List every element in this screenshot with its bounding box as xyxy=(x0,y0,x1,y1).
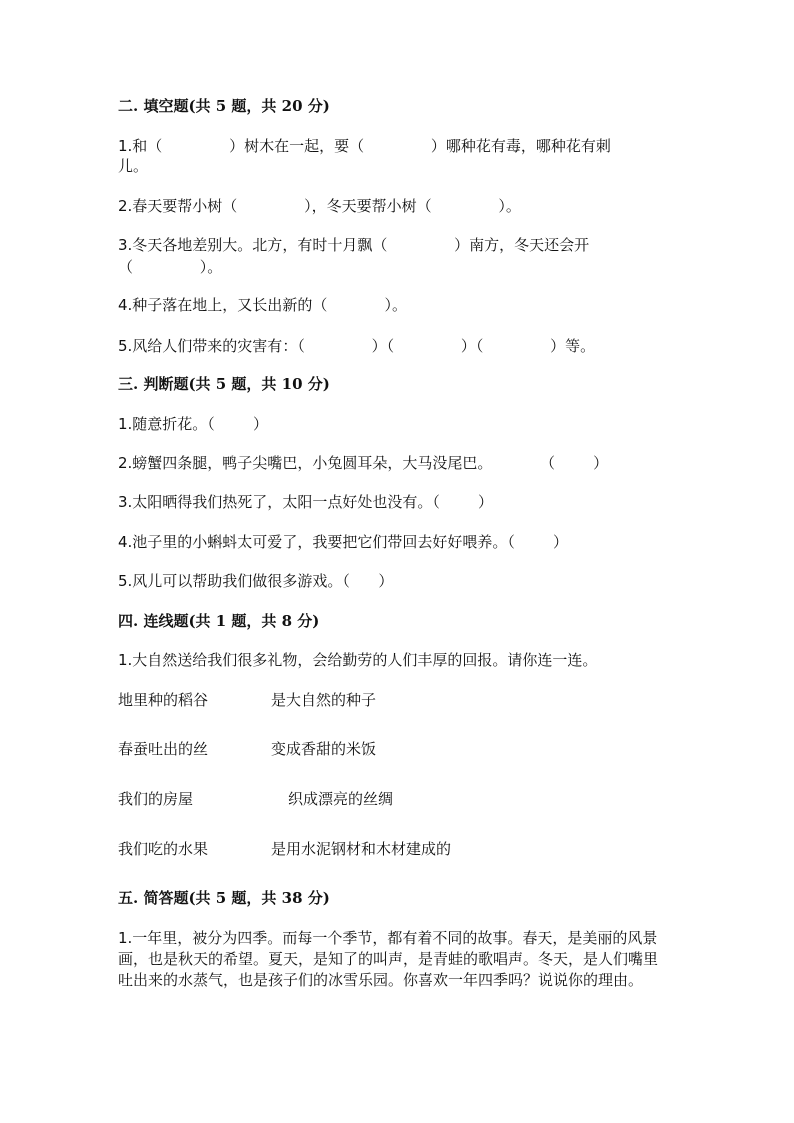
fill-question-4: 4.种子落在地上，又长出新的（ ）。 xyxy=(118,296,408,314)
short-question-1: 1.一年里，被分为四季。而每一个季节，都有着不同的故事。春天，是美丽的风景画，也是秋天的希望。夏天，是知了的叫声，是青蛙的歌唱声。冬天，是人们嘴里吐出来的水蒸气，也是孩子们的冰雪乐园。你喜欢一年四季吗？说说你的理由。 xyxy=(118,929,659,989)
judge-question-3: 3.太阳晒得我们热死了，太阳一点好处也没有。（ ） xyxy=(118,493,493,511)
fill-question-3-line-2: （ ）。 xyxy=(118,258,223,276)
match-question-1: 1.大自然送给我们很多礼物，会给勤劳的人们丰厚的回报。请你连一连。 xyxy=(118,651,598,669)
section-heading-judge: 三. 判断题(共 5 题，共 10 分) xyxy=(118,375,330,393)
match-left-item: 我们的房屋 xyxy=(118,790,194,808)
match-left-item: 地里种的稻谷 xyxy=(118,691,209,709)
fill-question-5: 5.风给人们带来的灾害有：（ ）（ ）（ ）等。 xyxy=(118,337,596,355)
judge-question-4: 4.池子里的小蝌蚪太可爱了，我要把它们带回去好好喂养。（ ） xyxy=(118,533,568,551)
match-right-item: 是大自然的种子 xyxy=(271,691,377,709)
fill-question-1: 1.和（ ）树木在一起，要（ ）哪种花有毒，哪种花有刺 儿。 xyxy=(118,137,611,175)
judge-question-2: 2.螃蟹四条腿，鸭子尖嘴巴，小兔圆耳朵，大马没尾巴。 （ ） xyxy=(118,454,609,472)
match-left-item: 我们吃的水果 xyxy=(118,840,209,858)
match-left-item: 春蚕吐出的丝 xyxy=(118,740,209,758)
section-heading-match: 四. 连线题(共 1 题，共 8 分) xyxy=(118,612,320,630)
section-heading-short: 五. 简答题(共 5 题，共 38 分) xyxy=(118,889,330,907)
match-right-item: 是用水泥钢材和木材建成的 xyxy=(271,840,452,858)
fill-question-2: 2.春天要帮小树（ ），冬天要帮小树（ ）。 xyxy=(118,197,521,215)
section-heading-fill: 二. 填空题(共 5 题，共 20 分) xyxy=(118,97,330,115)
match-right-item: 变成香甜的米饭 xyxy=(271,740,377,758)
judge-question-5: 5.风儿可以帮助我们做很多游戏。（ ） xyxy=(118,572,394,590)
fill-question-3-line-1: 3.冬天各地差别大。北方，有时十月飘（ ）南方，冬天还会开 xyxy=(118,236,590,254)
judge-question-1: 1.随意折花。（ ） xyxy=(118,415,268,433)
match-right-item: 织成漂亮的丝绸 xyxy=(288,790,394,808)
